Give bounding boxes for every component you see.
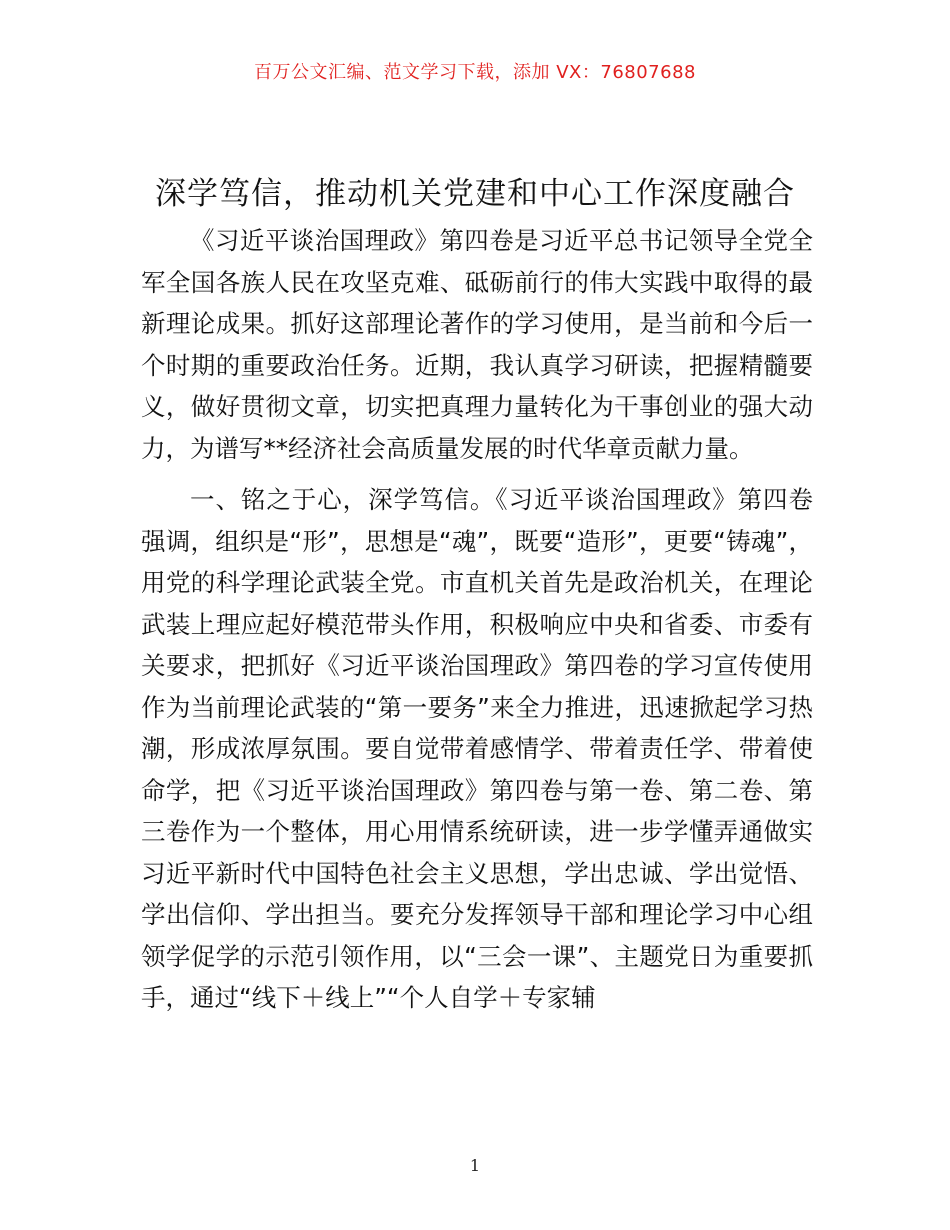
page-number: 1 [469, 1156, 481, 1175]
watermark-header: 百万公文汇编、范文学习下载，添加 VX：76807688 [254, 62, 696, 83]
document-body [141, 220, 813, 1019]
body-paragraph-intro: 《习近平谈治国理政》第四卷是习近平总书记领导全党全军全国各族人民在攻坚克难、砥砺前行的伟大实践中取得的最新理论成果。抓好这部理论著作的学习使用，是当前和今后一个时期的重要政治任务。近期，我认真学习研读，把握精髓要义，做好贯彻文章，切实把真理力量转化为干事创业的强大动力，为谱写**经济社会高质量发展的时代华章贡献力量。 [141, 226, 813, 463]
body-paragraph-section-one: 一、铭之于心，深学笃信。《习近平谈治国理政》第四卷强调，组织是“形”，思想是“魂”，既要“造形”，更要“铸魂”，用党的科学理论武装全党。市直机关首先是政治机关，在理论武装上理应起好模范带头作用，积极响应中央和省委、市委有关要求，把抓好《习近平谈治国理政》第四卷的学习宣传使用作为当前理论武装的“第一要务”来全力推进，迅速掀起学习热潮，形成浓厚氛围。要自觉带着感情学、带着责任学、带着使命学，把《习近平谈治国理政》第四卷与第一卷、第二卷、第三卷作为一个整体，用心用情系统研读，进一步学懂弄通做实习近平新时代中国特色社会主义思想，学出忠诚、学出觉悟、学出信仰、学出担当。要充分发挥领导干部和理论学习中心组领学促学的示范引领作用，以“三会一课”、主题党日为重要抓手，通过“线下＋线上”“个人自学＋专家辅 [141, 485, 813, 1012]
document-title: 深学笃信，推动机关党建和中心工作深度融合 [155, 176, 795, 212]
